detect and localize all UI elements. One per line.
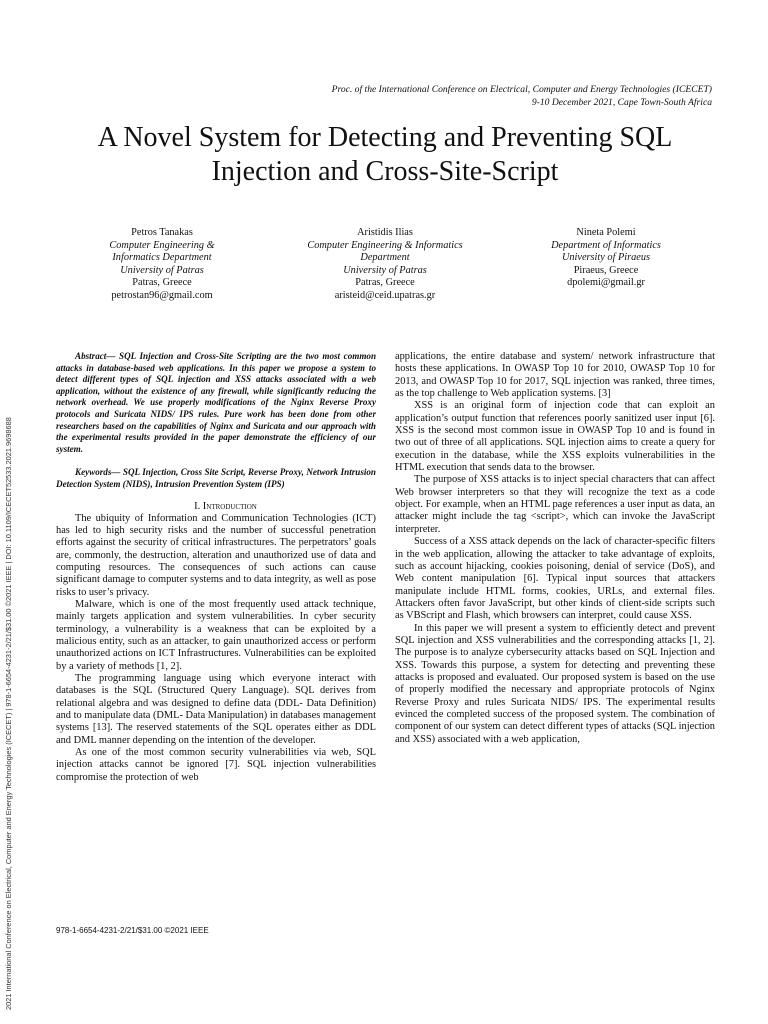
author-location: Piraeus, Greece bbox=[573, 264, 639, 276]
author-dept: Informatics Department bbox=[112, 252, 212, 263]
paragraph: The ubiquity of Information and Communication Technologies (ICT) has led to high security risks and the number of successful penetration efforts against the security of critical infrastructures. The perpetrators’ goals are, commonly, the destruction, alteration and unauthorized use of data and computing resources. The consequences of such actions can cause significant damage to computer systems and to data integrity, as well as pose risks to user’s privacy. bbox=[56, 512, 376, 598]
paragraph: In this paper we will present a system to efficiently detect and prevent SQL injection and XSS vulnerabilities and the corresponding attacks [1, 2]. The purpose is to analyze cybersecurity attacks based on SQL Injection and XSS. Towards this purpose, a system for detecting and preventing these attacks is proposed and evaluated. Our proposed system is based on the use of properly modified the necessary and appropriate protocols of Nginx Reverse Proxy and rules Suricata NIDS/ IPS. The experimental results evinced the completed success of the proposed system. The combination of component of our system can detect different types of attacks (SQL injection and XSS) associated with a web application, bbox=[395, 622, 715, 745]
author-name: Petros Tanakas bbox=[131, 227, 193, 238]
author-email: dpolemi@gmail.gr bbox=[567, 277, 645, 288]
title-line-1: A Novel System for Detecting and Preventing SQL bbox=[97, 122, 673, 153]
paragraph: XSS is an original form of injection code that can exploit an application’s output function that references poorly sanitized user input [6]. XSS is the second most common issue in OWASP Top 10 and is found in two out of three of all applications. SQL injection aims to create a query for execution in the database, while the XSS exploits vulnerabilities in the HTML execution that sends data to the browser. bbox=[395, 400, 715, 474]
conference-header bbox=[192, 84, 712, 109]
paragraph: applications, the entire database and system/ network infrastructure that hosts these applications. In OWASP Top 10 for 2010, OWASP Top 10 for 2013, and OWASP Top 10 for 2017, SQL injection was ranked, three times, as the top challenge to Web application systems. [3] bbox=[395, 351, 715, 400]
author-email: petrostan96@gmail.com bbox=[111, 289, 213, 301]
abstract: Abstract— SQL Injection and Cross-Site Scripting are the two most common attacks in database-based web applications. In this paper we propose a system to detect different types of SQL injection and XSS attacks associated with a web application, without the existence of any firewall, while significantly reducing the network overhead. We use properly modifications of the Nginx Reverse Proxy protocols and Suricata NIDS/ IPS rules. Pure work has been done from other researchers based on the capabilities of Nginx and Suricata and our approach with the experimental results provided in the paper demonstrate the efficiency of our system. bbox=[56, 351, 376, 454]
author-location: Patras, Greece bbox=[355, 277, 415, 288]
paragraph: As one of the most common security vulnerabilities via web, SQL injection attacks cannot be ignored [7]. SQL injection vulnerabilities compromise the protection of web bbox=[56, 747, 376, 783]
author-block-3 bbox=[506, 227, 706, 290]
paragraph: The purpose of XSS attacks is to inject special characters that can affect Web browser interpreters so that they will recognize the text as a code object. For example, when an HTML page references a user input as data, an attacker might include the tag <script>, which can invoke the JavaScript interpreter. bbox=[395, 474, 715, 535]
section-heading-introduction: I. Introduction bbox=[194, 500, 257, 512]
author-univ: University of Patras bbox=[120, 264, 204, 276]
author-email: aristeid@ceid.upatras.gr bbox=[334, 289, 436, 301]
author-dept: Department bbox=[360, 252, 410, 263]
author-dept: Computer Engineering & Informatics bbox=[307, 239, 463, 251]
author-dept: Department of Informatics bbox=[551, 239, 661, 251]
copyright-footer: 978-1-6654-4231-2/21/$31.00 ©2021 IEEE bbox=[56, 926, 209, 935]
author-location: Patras, Greece bbox=[132, 277, 192, 288]
author-univ: University of Patras bbox=[343, 264, 427, 276]
keywords: Keywords— SQL Injection, Cross Site Script, Reverse Proxy, Network Intrusion Detection System (NIDS), Intrusion Prevention System (IPS) bbox=[56, 467, 376, 489]
author-name: Aristidis Ilias bbox=[357, 227, 413, 238]
author-block-2 bbox=[285, 227, 485, 302]
paragraph: Malware, which is one of the most frequently used attack technique, mainly targets application and system vulnerabilities. In cyber security terminology, a vulnerability is a weakness that can be exploited by a malicious entity, such as an attacker, to gain unauthorized access or perform unauthorized actions on ICT Infrastructures. Vulnerabilities can be exploited by a variety of methods [1, 2]. bbox=[56, 598, 376, 672]
right-column bbox=[395, 351, 715, 746]
author-univ: University of Piraeus bbox=[561, 252, 651, 263]
conference-date: 9-10 December 2021, Cape Town-South Africa bbox=[531, 96, 712, 108]
paragraph: Success of a XSS attack depends on the lack of character-specific filters in the web application, allowing the attacker to take advantage of exploits, such as account hijacking, cookies poisoning, denial of service (DoS), and Web content manipulation [6]. Typical input sources that attackers manipulate include HTML forms, cookies, URLs, and external files. Attackers often favor JavaScript, but other kinds of client-side scripts such as VBScript and Flash, which browsers can interpret, could cause XSS. bbox=[395, 536, 715, 622]
side-doi-note: 2021 International Conference on Electrical, Computer and Energy Technologies (ICECET) | 978-1-6654-4231-2/21/$31.00 ©2021 IEEE | DOI: 10.1109/ICECET52533.2021.9698688 bbox=[4, 417, 13, 1010]
title-line-2: Injection and Cross-Site-Script bbox=[211, 156, 559, 187]
author-block-1 bbox=[62, 227, 262, 302]
conference-name: Proc. of the International Conference on Electrical, Computer and Energy Technologies (ICECET) bbox=[331, 84, 712, 95]
paragraph: The programming language using which everyone interact with databases is the SQL (Structured Query Language). SQL derives from relational algebra and was designed to define data (DDL- Data Definition) and to manipulate data (DML- Data Manipulation) in databases management systems [13]. The reserved statements of the SQL operates either as DDL and DML manner depending on the intention of the developer. bbox=[56, 673, 376, 746]
author-name: Nineta Polemi bbox=[576, 227, 636, 238]
author-dept: Computer Engineering & bbox=[109, 239, 215, 251]
left-column bbox=[56, 351, 376, 784]
paper-title bbox=[40, 121, 730, 189]
